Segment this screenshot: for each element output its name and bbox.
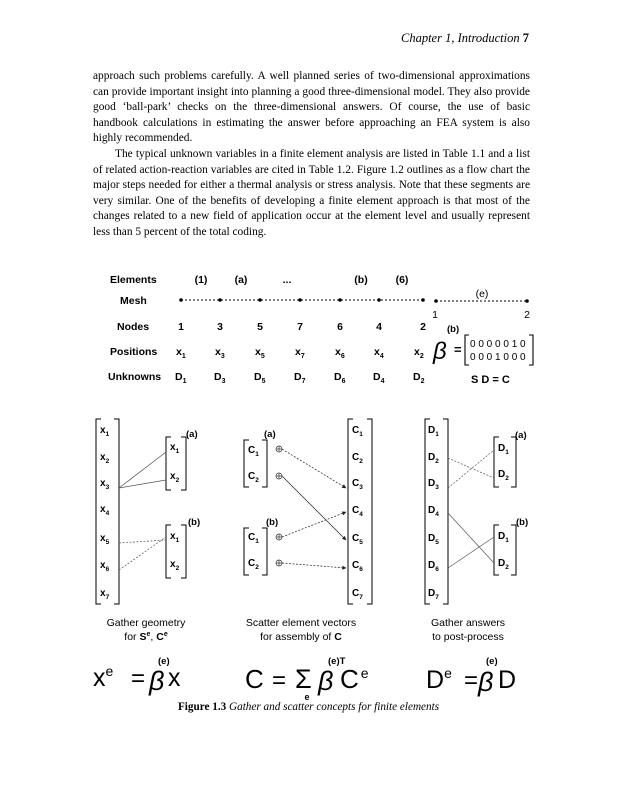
element-label: (a) (234, 274, 248, 286)
local-x-b: $x_1$ (170, 531, 180, 544)
global-d: $D_7$ (428, 588, 439, 601)
global-x: $x_6$ (100, 560, 110, 573)
global-d: $D_6$ (428, 560, 439, 573)
beta-symbol: β (433, 338, 447, 365)
mesh-node (298, 298, 302, 302)
beta-label-b: (b) (447, 324, 460, 335)
beta-equals: = (454, 342, 462, 357)
element-label: (b) (354, 274, 368, 286)
global-c: $C_4$ (352, 505, 363, 518)
formula-lhs: $x^e$ (93, 663, 114, 692)
gather-geometry-connectors (119, 452, 166, 570)
unknown-symbol: $D_1$ (175, 371, 187, 385)
node-numbers (178, 321, 426, 333)
connector-line (119, 537, 166, 570)
element-e-node (434, 299, 438, 303)
mesh-node (338, 298, 342, 302)
formula-rhs: x (168, 664, 181, 692)
element-e-node (525, 299, 529, 303)
local-c-a-bracket-right (262, 440, 267, 487)
connector-line (119, 540, 166, 543)
paragraph-2: The typical unknown variables in a finite element analysis are listed in Table 1.1 and a list of related action-reaction variables are cited in Table 1.2. Figure 1.2 outlines as a flow chart the major steps needed for either a thermal analysis or stress analysis. Note that these segments are very similar. One of the benefits of developing a finite element approach is that most of the changes related to a new field of application occur at the element level and usually represent less than 5 percent of the total coding. (93, 147, 530, 238)
scatter-arrow (282, 476, 346, 540)
formula-beta: β (149, 666, 165, 696)
global-x: $x_3$ (100, 478, 110, 491)
formula-scatter (245, 656, 369, 702)
node-number: 7 (297, 321, 303, 333)
local-d-a: $D_1$ (498, 443, 509, 456)
global-c: $C_6$ (352, 560, 363, 573)
local-x-b: $x_2$ (170, 559, 180, 572)
global-d: $D_3$ (428, 478, 439, 491)
plus-mark (277, 447, 282, 566)
label-a: (a) (515, 430, 527, 441)
formula-rhs: C $^e$ (340, 664, 369, 694)
formula-beta-sup: (e)T (328, 656, 346, 667)
global-c: $C_1$ (352, 425, 363, 438)
node-number: 5 (257, 321, 263, 333)
connector-line (119, 452, 166, 488)
local-x-a: $x_1$ (170, 442, 180, 455)
connector-line (448, 458, 494, 478)
element-label: (6) (395, 274, 409, 286)
global-c: $C_5$ (352, 533, 363, 546)
position-symbol: $x_3$ (215, 346, 225, 360)
mesh-diagram (108, 274, 533, 386)
unknown-symbol: $D_2$ (413, 371, 425, 385)
unknown-symbol: $D_5$ (254, 371, 266, 385)
node-number: 4 (376, 321, 382, 333)
scatter-panel (244, 419, 372, 604)
node-number: 1 (178, 321, 184, 333)
unknown-symbol: $D_4$ (373, 371, 385, 385)
element-labels (195, 274, 409, 286)
local-d-b: $D_2$ (498, 558, 509, 571)
formulas (93, 656, 516, 702)
global-c: $C_3$ (352, 478, 363, 491)
panel-captions (107, 617, 505, 643)
formula-gather-geometry (93, 656, 181, 696)
local-d-a: $D_2$ (498, 469, 509, 482)
gather-geometry-panel (96, 419, 200, 604)
matrix-row: 0 0 0 0 0 1 0 (470, 339, 526, 350)
chapter-title: Chapter 1, Introduction (400, 31, 520, 45)
element-e-node-2: 2 (524, 309, 530, 321)
position-symbol: $x_7$ (295, 346, 305, 360)
element-e (432, 288, 533, 386)
formula-rhs: D (498, 666, 517, 694)
node-number: 3 (217, 321, 223, 333)
mesh-node (179, 298, 183, 302)
global-d: $D_5$ (428, 533, 439, 546)
local-c-b: $C_2$ (248, 558, 259, 571)
connector-line (119, 480, 166, 488)
global-d: $D_1$ (428, 425, 439, 438)
global-x: $x_2$ (100, 452, 110, 465)
local-d-b-bracket-right (511, 525, 516, 575)
local-c-b: $C_1$ (248, 532, 259, 545)
scatter-arrow (282, 512, 346, 537)
mesh-node (218, 298, 222, 302)
formula-equals: = (272, 667, 287, 694)
position-symbol: $x_5$ (255, 346, 265, 360)
local-c-b-bracket-right (262, 528, 267, 575)
row-label-nodes: Nodes (117, 321, 150, 333)
local-x-a: $x_2$ (170, 471, 180, 484)
unknown-symbol: $D_7$ (294, 371, 306, 385)
label-a: (a) (186, 429, 198, 440)
node-number: 6 (337, 321, 343, 333)
row-label-mesh: Mesh (120, 295, 147, 307)
position-symbol: $x_4$ (374, 346, 384, 360)
formula-beta-sup: (e) (158, 656, 170, 667)
global-x: $x_7$ (100, 588, 110, 601)
mesh-node (258, 298, 262, 302)
connector-line (448, 513, 494, 563)
global-x: $x_1$ (100, 425, 110, 438)
row-label-unknowns: Unknowns (108, 371, 162, 383)
position-symbol: $x_1$ (176, 346, 186, 360)
formula-sigma-sub: e (304, 692, 310, 702)
position-symbol: $x_6$ (335, 346, 345, 360)
gather-geometry-caption: Gather geometry (106, 617, 186, 629)
scatter-arrows (282, 449, 346, 568)
element-label: (1) (194, 274, 208, 286)
global-d: $D_4$ (428, 505, 439, 518)
label-a: (a) (264, 429, 276, 440)
global-x: $x_5$ (100, 533, 110, 546)
global-d: $D_2$ (428, 452, 439, 465)
formula-beta: β (318, 666, 334, 696)
global-c: $C_2$ (352, 452, 363, 465)
global-d-bracket-right (443, 419, 448, 604)
global-x-bracket-right (114, 419, 119, 604)
paragraph-1: approach such problems carefully. A well planned series of two-dimensional approximations can provide important insight into planning a good three-dimensional model. They also provide good ‘ball-park’ checks on the three-dimensional answers. Of course, the use of basic handbook calculations in estimating the answer before approaching an FEA system is also highly recommended. (93, 70, 530, 145)
element-e-node-1: 1 (432, 309, 438, 321)
scatter-caption-2: for assembly of C (260, 631, 342, 643)
formula-gather-answers (426, 656, 516, 697)
label-b: (b) (516, 517, 529, 528)
matrix-right-bracket (529, 335, 533, 365)
local-b-bracket-right (181, 525, 186, 578)
mesh-node (421, 298, 425, 302)
local-a-bracket-right (181, 437, 186, 490)
formula-sigma: Σ (295, 664, 312, 694)
scatter-arrow (282, 449, 346, 488)
position-symbol: $x_2$ (414, 346, 424, 360)
figure-caption-label: Figure 1.3 (177, 701, 227, 713)
figure-caption-text: Gather and scatter concepts for finite elements (229, 701, 440, 713)
formula-equals: = (464, 667, 479, 694)
unknown-symbol: $D_6$ (334, 371, 346, 385)
unknown-symbols (175, 371, 425, 385)
connector-line (448, 450, 494, 488)
scatter-caption: Scatter element vectors (245, 617, 357, 629)
local-d-b: $D_1$ (498, 531, 509, 544)
sd-equals-c: S D = C (471, 374, 510, 386)
element-e-label: (e) (475, 288, 489, 300)
local-d-a-bracket-right (511, 437, 516, 487)
local-c-a: $C_2$ (248, 471, 259, 484)
figure-caption (0, 701, 617, 713)
global-c: $C_7$ (352, 588, 363, 601)
row-label-elements: Elements (110, 274, 157, 286)
formula-lhs: De (426, 665, 452, 694)
row-label-positions: Positions (110, 346, 158, 358)
global-c-bracket-right (367, 419, 372, 604)
unknown-symbol: $D_3$ (214, 371, 226, 385)
gather-answers-caption: Gather answers (430, 617, 506, 629)
position-symbols (176, 346, 424, 360)
gather-answers-caption-2: to post-process (432, 631, 504, 643)
mesh-node (377, 298, 381, 302)
global-x: $x_4$ (100, 504, 110, 517)
formula-equals: = (131, 665, 146, 692)
node-number: 2 (420, 321, 426, 333)
element-label: ... (282, 274, 292, 286)
local-c-a: $C_1$ (248, 445, 259, 458)
gather-geometry-caption-2: for $S^e$, Ce (124, 631, 168, 643)
formula-beta: β (478, 667, 494, 697)
scatter-arrow (282, 563, 346, 568)
formula-lhs: C (245, 664, 264, 694)
gather-answers-connectors (448, 450, 494, 568)
label-b: (b) (188, 517, 201, 528)
formula-beta-sup: (e) (486, 656, 498, 667)
scatter-plus-nodes (276, 446, 282, 566)
matrix-row: 0 0 0 1 0 0 0 (470, 352, 526, 363)
page-number: 7 (522, 31, 529, 45)
gather-answers-panel (425, 419, 528, 604)
label-b: (b) (266, 517, 279, 528)
connector-line (448, 537, 494, 568)
matrix-left-bracket (465, 335, 469, 365)
